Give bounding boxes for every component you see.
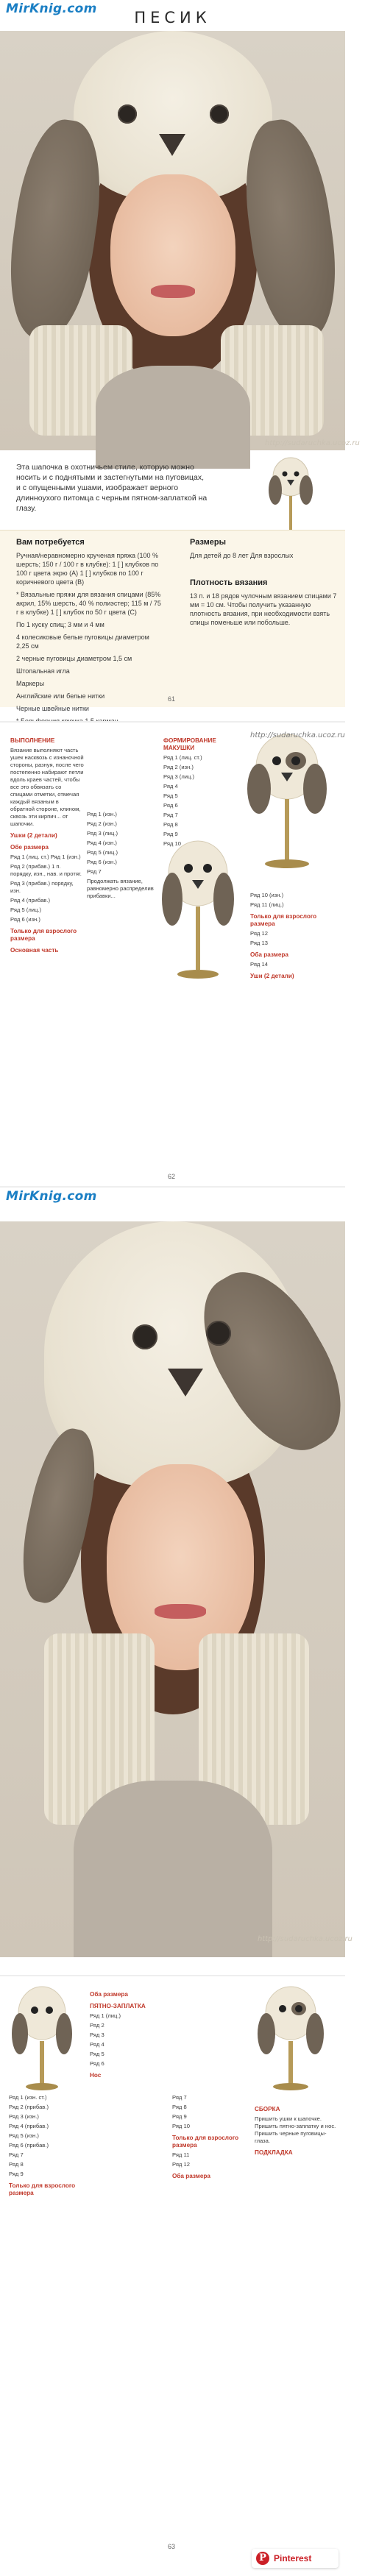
row-instruction: Ряд 9 — [163, 831, 178, 837]
hat-left-ear — [0, 115, 110, 344]
row-instruction: Ряд 4 (прибав.) — [10, 897, 50, 904]
page-header — [0, 1188, 345, 1217]
gauge-heading: Плотность вязания — [190, 578, 268, 587]
section-heading: ПОДКЛАДКА — [255, 2149, 293, 2156]
row-instruction: Ряд 3 (прибав.) порядку, изн. — [10, 880, 74, 894]
row-instruction: Ряд 5 — [90, 2051, 104, 2057]
page-number: 61 — [168, 695, 176, 703]
row-instruction: Ряд 2 (изн.) — [87, 820, 117, 827]
row-instruction: Ряд 9 — [172, 2113, 187, 2120]
row-instruction: Ряд 11 — [172, 2151, 190, 2158]
hat-on-stand-figure-1 — [7, 1982, 77, 2093]
accessories-text: 4 колесиковые белые пуговицы диаметром 2,25 см — [16, 634, 149, 650]
subsection-heading: Основная часть — [10, 947, 59, 954]
pinterest-button[interactable] — [252, 2549, 339, 2568]
row-instruction: Ряд 1 (лиц.) — [90, 2012, 121, 2019]
intro-text: Эта шапочка в охотничьем стиле, которую можно носить и с поднятыми и застегнутыми на пуговицах, и с опущенными ушами, изображает верного длинноухого питомца с черным пятном-заплаткой на глазу. — [16, 463, 208, 513]
row-instruction: Ряд 1 (изн.) — [87, 811, 117, 817]
section-heading: ВЫПОЛНЕНИЕ — [10, 737, 55, 744]
hat-on-stand-photo-2 — [157, 833, 238, 980]
sizes-gauge-column — [190, 538, 337, 631]
row-instruction: Ряд 11 (лиц.) — [250, 901, 284, 908]
button-eye-left — [132, 1324, 157, 1349]
gauge-text: 13 п. и 18 рядов чулочным вязанием спицами 7 мм = 10 см. Чтобы получить указанную плотность вязания, при необходимости взять спицы поменьше или побольше. — [190, 592, 337, 626]
row-instruction: Ряд 7 — [9, 2151, 24, 2158]
watermark: http://sudaruchka.ucoz.ru — [250, 731, 345, 739]
row-instruction: Ряд 3 (изн.) — [9, 2113, 39, 2120]
model-photo — [0, 31, 360, 450]
row-instruction: Ряд 8 — [172, 2104, 187, 2110]
row-instruction: Ряд 13 — [250, 940, 268, 946]
instructions-column-2 — [87, 811, 160, 902]
row-instruction: Ряд 1 (лиц. ст.) — [163, 754, 202, 761]
row-instruction: Ряд 10 (изн.) — [250, 892, 284, 898]
lips — [151, 285, 195, 298]
yarn-text: Ручная/неравномерно крученая пряжа (100 % шерсть; 150 г / 100 г в клубке): 1 [ ] клубков по 100 г цвета экрю (А) 1 [ ] клубков по 100 г коричневого цвета (В) — [16, 552, 159, 586]
sweater — [74, 1781, 272, 1957]
hat-right-ear — [235, 115, 347, 344]
instructions-column-1 — [9, 2094, 86, 2199]
instructions-column-4 — [250, 892, 335, 982]
model-face — [110, 174, 235, 336]
row-instruction: Ряд 14 — [250, 961, 268, 968]
magazine-page-1 — [0, 0, 360, 717]
row-instruction: Ряд 6 (изн.) — [87, 859, 117, 865]
row-instruction: Ряд 6 (изн.) — [10, 916, 40, 923]
instructions-column-1 — [10, 733, 84, 957]
row-instruction: Ряд 10 — [163, 840, 181, 847]
hat-nose — [168, 1369, 203, 1397]
subsection-heading: Оба размера — [172, 2173, 210, 2179]
row-instruction: Ряд 4 (прибав.) — [9, 2123, 49, 2129]
row-instruction: Ряд 7 — [163, 812, 178, 818]
magazine-page-2 — [0, 721, 345, 1186]
row-instruction: Ряд 3 — [90, 2032, 104, 2038]
button-eye-right — [206, 1321, 231, 1346]
model-photo-2 — [0, 1221, 352, 1957]
row-instruction: Ряд 1 (лиц. ст.) Ряд 1 (изн.) — [10, 854, 81, 860]
marker-text: Маркеры — [16, 680, 45, 687]
row-instruction: Ряд 2 (прибав.) — [9, 2104, 49, 2110]
subsection-heading: Ушки (2 детали) — [10, 832, 57, 839]
site-logo[interactable]: MirKnig.com — [6, 1, 97, 16]
row-instruction: Ряд 7 — [172, 2094, 187, 2101]
button-eye-right — [210, 104, 229, 124]
row-instruction: Ряд 2 (изн.) — [163, 764, 194, 770]
watermark: http://sudaruchka.ucoz.ru — [258, 1935, 352, 1943]
row-instruction: Ряд 4 — [163, 783, 178, 790]
magazine-page-4 — [0, 1975, 345, 2576]
row-instruction: Ряд 1 (изн. ст.) — [9, 2094, 47, 2101]
row-instruction: Ряд 5 (изн.) — [9, 2132, 39, 2139]
row-instruction: Ряд 6 (прибав.) — [9, 2142, 49, 2149]
subsection-heading: Оба размера — [90, 1991, 128, 1998]
row-instruction: Ряд 3 (лиц.) — [87, 830, 118, 837]
materials-heading: Вам потребуется — [16, 538, 85, 547]
row-instruction: Ряд 5 — [163, 792, 178, 799]
subsection-heading: Нос — [90, 2072, 102, 2079]
yarn-note: * Вязальные пряжи для вязания спицами (85% акрил, 15% шерсть, 40 % полиэстер; 115 м / 75 г в клубке) 1 [ ] клубок по 50 г цвета (С) — [16, 591, 161, 616]
lips — [155, 1604, 206, 1619]
hat-on-stand-photo — [243, 730, 331, 870]
row-instruction: Ряд 3 (лиц.) — [163, 773, 194, 780]
yarn-extra: По 1 куску спиц; 3 мм и 4 мм — [16, 621, 104, 628]
subsection-heading: Оба размера — [250, 951, 288, 958]
row-instruction: Ряд 9 — [9, 2171, 24, 2177]
pinterest-label: Pinterest — [274, 2553, 312, 2563]
needle-text: Штопальная игла — [16, 667, 70, 675]
subsection-heading: Только для взрослого размера — [10, 928, 77, 942]
page-header — [0, 0, 345, 29]
button-eye-left — [118, 104, 137, 124]
sizes-text: Для детей до 8 лет Для взрослых — [190, 552, 294, 559]
intro-paragraph: Вязание выполняют часть ушек насквозь с изнаночной стороны, разнуя, после чего постепенно набирают петли вдоль краев частей, чтобы все это обвязать со спицами отметки, отмечая каждый вязаным в обратной стороне, клином, сквозь эти кирпич... от шапочки. — [10, 747, 84, 827]
instructions-column-3 — [172, 2094, 249, 2182]
row-instruction: Ряд 4 (изн.) — [87, 840, 117, 846]
row-instruction: Ряд 8 — [163, 821, 178, 828]
row-instruction: Ряд 2 — [90, 2022, 104, 2029]
subsection-heading: Только для взрослого размера — [9, 2182, 76, 2196]
materials-panel — [0, 530, 345, 712]
row-instruction: Ряд 6 — [163, 802, 178, 809]
page-title: ПЕСИК — [134, 9, 211, 26]
row-instruction: Ряд 8 — [9, 2161, 24, 2168]
materials-column — [16, 538, 163, 729]
hat-on-stand-figure-2 — [250, 1982, 331, 2093]
row-instruction: Ряд 6 — [90, 2060, 104, 2067]
instructions-column-2 — [90, 1987, 167, 2082]
row-instruction: Ряд 7 — [87, 868, 102, 875]
subsection-heading: Только для взрослого размера — [172, 2135, 239, 2149]
pins-text: Английские или белые нитки — [16, 692, 105, 700]
assembly-text: Пришить ушки к шапочке. Пришить пятно-заплатку и нос. Пришить черные пуговицы-глаза. — [255, 2115, 336, 2144]
buttons-text: 2 черные пуговицы диаметром 1,5 см — [16, 655, 132, 662]
instructions-column-4 — [255, 2101, 337, 2159]
magazine-page-3 — [0, 1186, 352, 1973]
watermark: http://sudaruchka.ucoz.ru — [265, 439, 360, 447]
note: Продолжать вязание, равномерно распределив прибавки... — [87, 878, 154, 899]
section-heading: ПЯТНО-ЗАПЛАТКА — [90, 2003, 146, 2009]
row-instruction: Ряд 5 (лиц.) — [10, 906, 41, 913]
pinterest-icon: P — [256, 2552, 269, 2565]
sizes-heading: Размеры — [190, 538, 227, 547]
row-instruction: Ряд 12 — [172, 2161, 190, 2168]
page-number: 62 — [168, 1173, 176, 1180]
page-number: 63 — [168, 2543, 176, 2550]
row-instruction: Ряд 5 (лиц.) — [87, 849, 118, 856]
section-heading: СБОРКА — [255, 2106, 280, 2112]
subsection-heading: Только для взрослого размера — [250, 913, 317, 927]
row-instruction: Ряд 10 — [172, 2123, 190, 2129]
row-instruction: Ряд 2 (прибав.) 1 п. порядку, изн., нав. и протяг. — [10, 863, 82, 877]
subsection-heading: Уши (2 детали) — [250, 973, 294, 979]
subsection-heading: Обе размера — [10, 844, 49, 851]
sweater — [96, 366, 250, 469]
row-instruction: Ряд 12 — [250, 930, 268, 937]
hat-nose — [159, 134, 185, 156]
site-logo[interactable]: MirKnig.com — [6, 1189, 97, 1204]
row-instruction: Ряд 4 — [90, 2041, 104, 2048]
thread-text: Черные швейные нитки — [16, 705, 89, 712]
section-heading: ФОРМИРОВАНИЕ МАКУШКИ — [163, 737, 216, 751]
